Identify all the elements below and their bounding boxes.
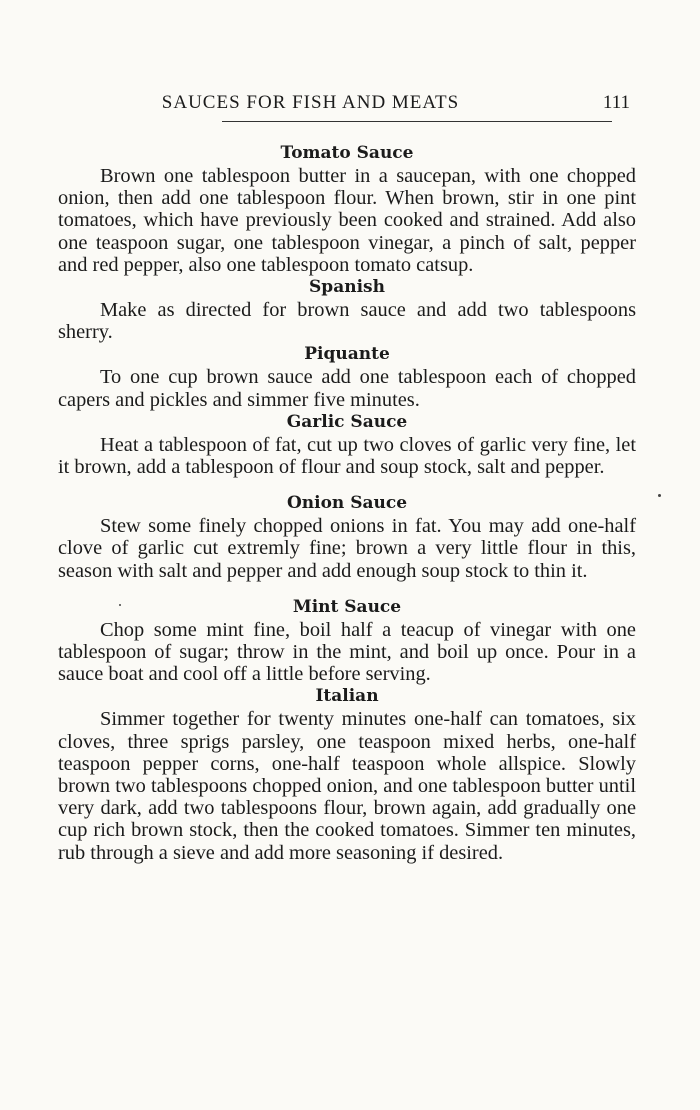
recipe-title-garlic-sauce: Garlic Sauce	[286, 411, 408, 432]
running-title: SAUCES FOR FISH AND MEATS	[161, 92, 460, 113]
page-number: 111	[602, 92, 630, 113]
recipe-title-piquante: Piquante	[304, 344, 390, 365]
book-page	[58, 0, 636, 1110]
recipe-title-tomato-sauce: Tomato Sauce	[280, 143, 414, 163]
recipe-text-italian: Simmer together for twenty minutes one-half can tomatoes, six cloves, three sprigs parsley, one teaspoon mixed herbs, one-half teaspoon pepper corns, one-half teaspoon whole allspice. Slowly brown two tablespoons chopped onion, and one tablespoon butter until very dark, add two tablespoons flour, brown again, add gradually one cup rich brown stock, then the cooked tomatoes. Simmer ten minutes, rub through a sieve and add more seasoning if desired.	[58, 708, 636, 864]
recipe-title-onion-sauce: Onion Sauce	[286, 493, 408, 514]
print-speck	[658, 494, 661, 497]
recipe-text-spanish: Make as directed for brown sauce and add two tablespoons sherry.	[58, 299, 636, 344]
recipe-title-mint-sauce: Mint Sauce	[292, 596, 402, 617]
recipe-text-piquante: To one cup brown sauce add one tablespoon each of chopped capers and pickles and simmer five minutes.	[58, 366, 636, 411]
recipe-text-garlic-sauce: Heat a tablespoon of fat, cut up two cloves of garlic very fine, let it brown, add a tablespoon of flour and soup stock, salt and pepper.	[58, 433, 636, 479]
recipe-list	[58, 142, 636, 864]
recipe-text-mint-sauce: Chop some mint fine, boil half a teacup of vinegar with one tablespoon of sugar; throw in the mint, and boil up once. Pour in a sauce boat and cool off a little before serving.	[58, 618, 636, 686]
recipe-text-onion-sauce: Stew some finely chopped onions in fat. You may add one-half clove of garlic cut extremly fine; brown a very little flour in this, season with salt and pepper and add enough soup stock to thin it.	[58, 515, 636, 582]
print-speck	[119, 604, 121, 606]
recipe-title-italian: Italian	[315, 686, 379, 707]
running-head	[58, 92, 636, 116]
header-rule	[222, 121, 612, 122]
recipe-title-spanish: Spanish	[309, 277, 385, 298]
recipe-text-tomato-sauce: Brown one tablespoon butter in a saucepan, with one chopped onion, then add one tablespoon flour. When brown, stir in one pint tomatoes, which have previously been cooked and strained. Add also one teaspoon sugar, one tablespoon vinegar, a pinch of salt, pepper and red pepper, also one tablespoon tomato catsup.	[58, 165, 636, 276]
